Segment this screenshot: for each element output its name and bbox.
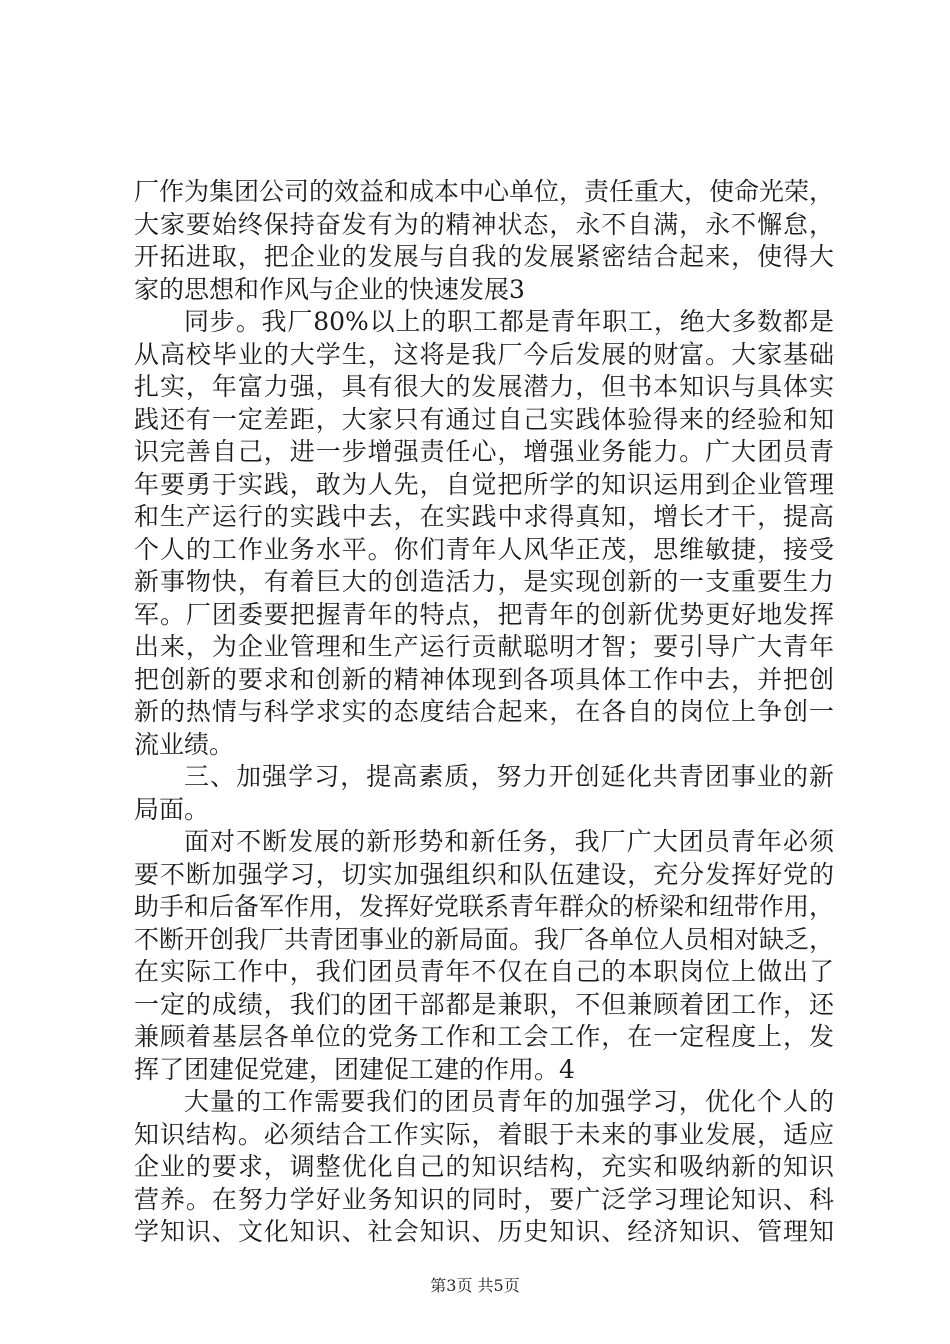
text-line: 局面。 [134,794,210,824]
text-line: 军。厂团委要把握青年的特点，把青年的创新优势更好地发挥 [134,599,834,629]
text-line: 新事物快，有着巨大的创造活力，是实现创新的一支重要生力 [134,567,834,596]
text-line: 要不断加强学习，切实加强组织和队伍建设，充分发挥好党的 [134,859,834,889]
text-line: 流业绩。 [134,729,235,759]
text-line: 年要勇于实践，敢为人先，自觉把所学的知识运用到企业管理 [134,469,834,499]
text-line: 挥了团建促党建，团建促工建的作用。4 [134,1054,575,1084]
text-line: 三、加强学习，提高素质，努力开创延化共青团事业的新 [184,762,834,791]
text-line: 家的思想和作风与企业的快速发展3 [134,274,525,304]
document-body [134,176,834,1249]
text-line: 大家要始终保持奋发有为的精神状态，永不自满，永不懈怠， [134,209,834,239]
text-line: 知识结构。必须结合工作实际，着眼于未来的事业发展，适应 [134,1119,834,1149]
text-line: 企业的要求，调整优化自己的知识结构，充实和吸纳新的知识 [134,1152,834,1181]
text-line: 和生产运行的实践中去，在实践中求得真知，增长才干，提高 [134,502,834,531]
text-line: 不断开创我厂共青团事业的新局面。我厂各单位人员相对缺乏， [134,924,835,954]
text-line: 一定的成绩，我们的团干部都是兼职，不但兼顾着团工作，还 [134,989,834,1019]
text-line: 助手和后备军作用，发挥好党联系青年群众的桥梁和纽带作用， [134,892,835,921]
text-line: 同步。我厂80%以上的职工都是青年职工，绝大多数都是 [184,307,834,336]
text-line: 学知识、文化知识、社会知识、历史知识、经济知识、管理知 [134,1217,834,1246]
text-line: 新的热情与科学求实的态度结合起来，在各自的岗位上争创一 [134,697,834,726]
text-line: 把创新的要求和创新的精神体现到各项具体工作中去，并把创 [134,664,834,694]
text-line: 识完善自己，进一步增强责任心，增强业务能力。广大团员青 [134,437,834,466]
text-line: 大量的工作需要我们的团员青年的加强学习，优化个人的 [184,1087,834,1116]
text-line: 厂作为集团公司的效益和成本中心单位，责任重大，使命光荣， [134,177,835,206]
text-line: 面对不断发展的新形势和新任务，我厂广大团员青年必须 [184,827,834,856]
text-line: 个人的工作业务水平。你们青年人风华正茂，思维敏捷，接受 [134,534,834,564]
text-line: 践还有一定差距，大家只有通过自己实践体验得来的经验和知 [134,404,834,434]
text-line: 营养。在努力学好业务知识的同时，要广泛学习理论知识、科 [134,1184,834,1214]
text-line: 扎实，年富力强，具有很大的发展潜力，但书本知识与具体实 [134,372,834,401]
text-line: 开拓进取，把企业的发展与自我的发展紧密结合起来，使得大 [134,242,834,271]
text-line: 出来，为企业管理和生产运行贡献聪明才智；要引导广大青年 [134,632,834,661]
page-footer: 第3页 共5页 [430,1276,520,1295]
text-line: 从高校毕业的大学生，这将是我厂今后发展的财富。大家基础 [134,339,834,369]
text-line: 在实际工作中，我们团员青年不仅在自己的本职岗位上做出了 [134,957,834,986]
text-line: 兼顾着基层各单位的党务工作和工会工作，在一定程度上，发 [134,1022,834,1051]
